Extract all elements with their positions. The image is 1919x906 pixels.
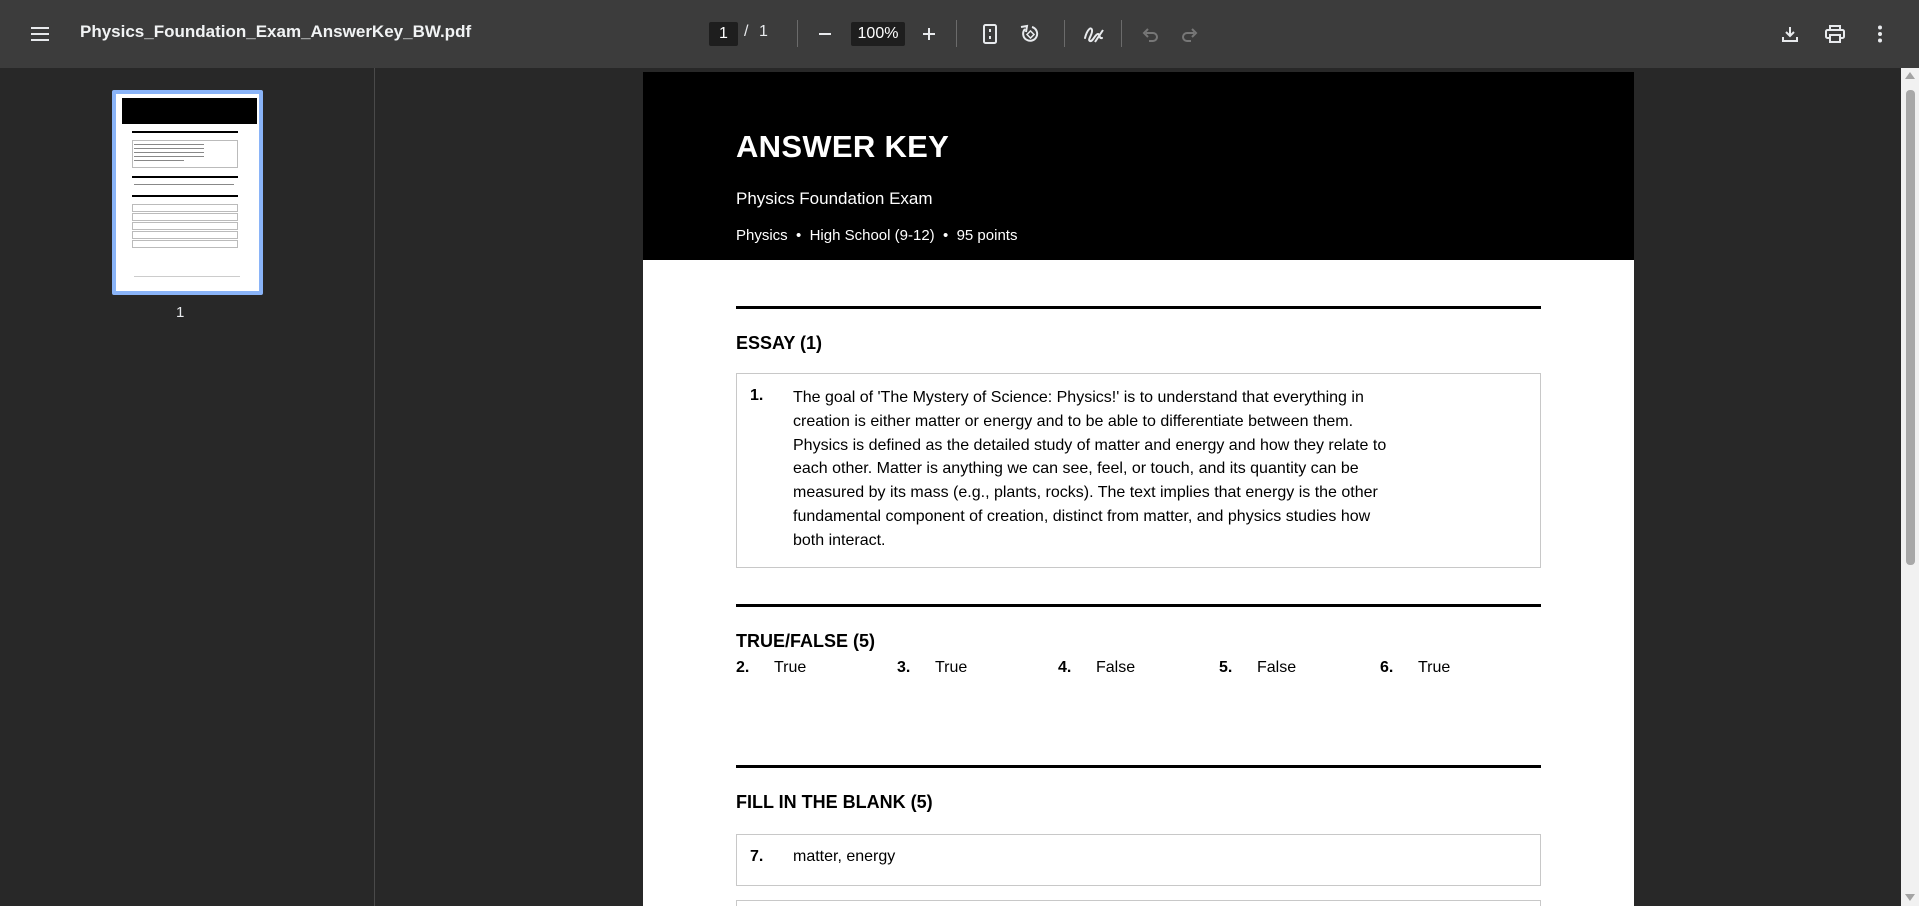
undo-icon[interactable]: [1134, 18, 1166, 50]
toolbar-divider: [1064, 20, 1065, 47]
question-number: 7.: [750, 848, 764, 865]
section-rule: [736, 306, 1541, 309]
pdf-page: [643, 72, 1634, 906]
toolbar-divider: [956, 20, 957, 47]
zoom-level-input[interactable]: 100%: [851, 22, 905, 46]
thumbnail-rule: [132, 195, 238, 197]
page-thumbnail[interactable]: [112, 90, 263, 295]
scroll-down-arrow-icon[interactable]: [1905, 894, 1915, 901]
true-false-item: 5. False: [1219, 659, 1297, 676]
answer-key-title: ANSWER KEY: [736, 129, 950, 164]
thumbnail-page-label: 1: [176, 304, 185, 321]
toolbar-divider: [797, 20, 798, 47]
vertical-scrollbar[interactable]: [1901, 68, 1919, 906]
exam-meta: Physics • High School (9-12) • 95 points: [736, 227, 1018, 244]
section-rule: [736, 765, 1541, 768]
fill-blank-answer: matter, energy: [793, 848, 896, 865]
download-icon[interactable]: [1774, 18, 1806, 50]
fit-page-icon[interactable]: [974, 18, 1006, 50]
menu-icon[interactable]: [24, 18, 56, 50]
redo-icon[interactable]: [1174, 18, 1206, 50]
page-number-input[interactable]: 1: [709, 22, 738, 46]
document-viewer: [376, 68, 1901, 906]
page-separator: /: [744, 23, 749, 40]
true-false-section-title: TRUE/FALSE (5): [736, 631, 876, 651]
fill-blank-answer-box: [736, 834, 1541, 886]
print-icon[interactable]: [1819, 18, 1851, 50]
true-false-item: 6. True: [1380, 659, 1451, 676]
rotate-icon[interactable]: [1014, 18, 1046, 50]
true-false-item: 2. True: [736, 659, 807, 676]
zoom-in-icon[interactable]: [913, 18, 945, 50]
scroll-up-arrow-icon[interactable]: [1905, 72, 1915, 79]
page-total: 1: [759, 23, 768, 40]
fill-blank-section-title: FILL IN THE BLANK (5): [736, 792, 933, 812]
essay-answer-box: [736, 373, 1541, 568]
document-title: Physics_Foundation_Exam_AnswerKey_BW.pdf: [80, 22, 472, 41]
thumbnail-rule: [132, 131, 238, 133]
true-false-item: 3. True: [897, 659, 968, 676]
more-vert-icon[interactable]: [1864, 18, 1896, 50]
essay-answer-text: The goal of 'The Mystery of Science: Physics!' is to understand that everything in creation is either matter or energy and to be able to differentiate between them. Physics is defined as the detailed study of matter and energy and how they relate to each other. Matter is anything we can see, feel, or touch, and its quantity can be measured by its mass (e.g., plants, rocks). The text implies that energy is the other fundamental component of creation, distinct from matter, and physics studies how both interact.: [793, 389, 1387, 549]
thumbnail-header-block: [122, 98, 257, 124]
question-number: 1.: [750, 387, 764, 404]
zoom-out-icon[interactable]: [809, 18, 841, 50]
section-rule: [736, 604, 1541, 607]
thumbnail-sidebar: [0, 68, 375, 906]
scrollbar-thumb[interactable]: [1906, 90, 1915, 565]
essay-section-title: ESSAY (1): [736, 333, 823, 353]
pdf-toolbar: [0, 0, 1919, 68]
thumbnail-rule: [132, 176, 238, 178]
draw-icon[interactable]: [1078, 18, 1110, 50]
exam-subtitle: Physics Foundation Exam: [736, 189, 933, 208]
answer-key-header: [643, 72, 1634, 260]
fill-blank-answer-box: [736, 900, 1541, 906]
toolbar-divider: [1121, 20, 1122, 47]
true-false-item: 4. False: [1058, 659, 1136, 676]
